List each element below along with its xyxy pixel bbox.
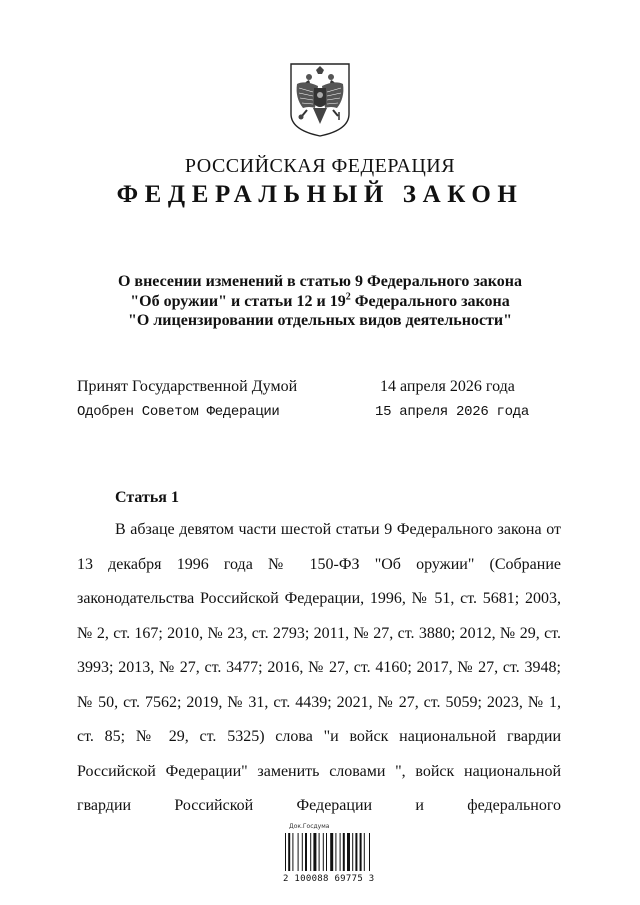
barcode-bar — [305, 833, 307, 871]
barcode-bar — [347, 833, 350, 871]
barcode-bar — [285, 833, 286, 871]
barcode-icon — [283, 833, 375, 873]
duma-adoption-date: 14 апреля 2026 года — [380, 378, 515, 395]
document-type: ФЕДЕРАЛЬНЫЙ ЗАКОН — [116, 181, 524, 208]
barcode-bar — [302, 833, 303, 871]
barcode-bar — [364, 833, 365, 871]
barcode-mark: Док.Госдума — [289, 823, 330, 830]
council-approval-date: 15 апреля 2026 года — [375, 404, 529, 420]
barcode-bar — [340, 833, 341, 871]
barcode-bar — [369, 833, 370, 871]
law-title-line-3: "О лицензировании отдельных видов деятельности" — [127, 312, 512, 329]
barcode-bar — [335, 833, 336, 871]
document-barcode — [283, 823, 375, 893]
barcode-bar — [352, 833, 353, 871]
article-paragraph: В абзаце девятом части шестой статьи 9 Федерального закона от 13 декабря 1996 года № 150-ФЗ "Об оружии" (Собрание законодательства Российской Федерации, 1996, № 51, ст. 5681; 2003, № 2, ст. 167; 2010, № 23, ст. 2793; 2011, № 27, ст. 3880; 2012, № 29, ст. 3993; 2013, № 27, ст. 3477; 2016, № 27, ст. 4160; 2017, № 27, ст. 3948; № 50, ст. 7562; 2019, № 31, ст. 4439; 2021, № 27, ст. 5059; 2023, № 1, ст. 85; № 29, ст. 5325) слова "и войск национальной гвардии Российской Федерации" заменить словами ", войск национальной гвардии Российской Федерации и федерального — [77, 521, 561, 814]
barcode-bar — [323, 833, 324, 871]
barcode-bar — [360, 833, 362, 871]
barcode-bar — [313, 833, 316, 871]
duma-adoption-label: Принят Государственной Думой — [77, 378, 298, 395]
barcode-bar — [319, 833, 320, 871]
barcode-bar — [298, 833, 299, 871]
article-heading: Статья 1 — [115, 489, 179, 506]
barcode-bar — [330, 833, 333, 871]
barcode-bar — [288, 833, 290, 871]
law-title-line-1: О внесении изменений в статью 9 Федерального закона — [117, 273, 523, 290]
barcode-bar — [310, 833, 311, 871]
barcode-bar — [355, 833, 357, 871]
barcode-number: 2 100088 69775 3 — [283, 874, 375, 884]
council-approval-label: Одобрен Советом Федерации — [77, 404, 280, 420]
barcode-bar — [343, 833, 345, 871]
article-body — [77, 513, 561, 824]
law-title — [0, 272, 640, 331]
law-title-line-2 — [0, 292, 640, 312]
law-title-line-2-start: "Об оружии" и статьи 12 и 19 — [130, 292, 346, 310]
barcode-bar — [292, 833, 293, 871]
barcode-bar — [326, 833, 327, 871]
coat-of-arms-icon — [285, 62, 355, 138]
law-title-line-2-end: Федерального закона — [350, 292, 510, 310]
country-name: РОССИЙСКАЯ ФЕДЕРАЦИЯ — [184, 155, 456, 177]
superscript: 2 — [345, 291, 351, 303]
